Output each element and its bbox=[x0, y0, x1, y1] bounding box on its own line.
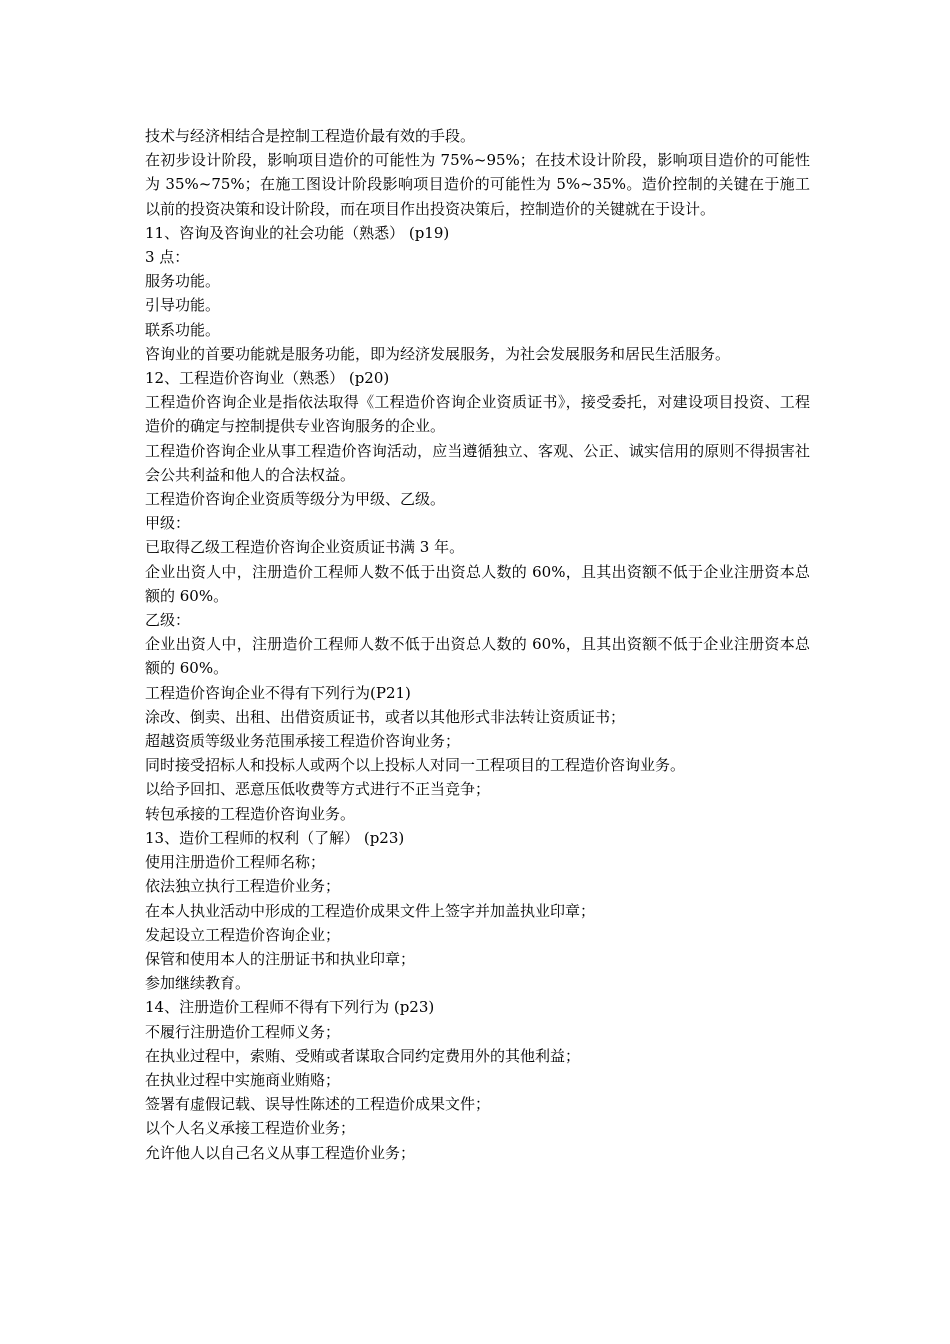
list-item: 超越资质等级业务范围承接工程造价咨询业务； bbox=[145, 732, 461, 751]
list-item: 转包承接的工程造价咨询业务。 bbox=[145, 804, 356, 823]
list-item: 已取得乙级工程造价咨询企业资质证书满 3 年。 bbox=[145, 538, 465, 557]
paragraph: 工程造价咨询企业是指依法取得《工程造价咨询企业资质证书》，接受委托，对建设项目投资、工程造价的确定与控制提供专业咨询服务的企业。 bbox=[145, 393, 810, 436]
paragraph: 咨询业的首要功能就是服务功能，即为经济发展服务，为社会发展服务和居民生活服务。 bbox=[145, 344, 731, 363]
list-item: 保管和使用本人的注册证书和执业印章； bbox=[145, 949, 416, 968]
list-item: 在执业过程中实施商业贿赂； bbox=[145, 1070, 341, 1089]
list-item: 涂改、倒卖、出租、出借资质证书，或者以其他形式非法转让资质证书； bbox=[145, 707, 626, 726]
list-item: 服务功能。 bbox=[145, 272, 221, 291]
document-body bbox=[145, 124, 810, 1165]
list-item: 联系功能。 bbox=[145, 320, 221, 339]
subheading-grade-a: 甲级： bbox=[145, 514, 191, 533]
list-item: 同时接受招标人和投标人或两个以上投标人对同一工程项目的工程造价咨询业务。 bbox=[145, 756, 686, 775]
paragraph: 工程造价咨询企业从事工程造价咨询活动，应当遵循独立、客观、公正、诚实信用的原则不得损害社会公共利益和他人的合法权益。 bbox=[145, 441, 810, 484]
list-item: 引导功能。 bbox=[145, 296, 221, 315]
list-item: 在执业过程中，索贿、受贿或者谋取合同约定费用外的其他利益； bbox=[145, 1046, 581, 1065]
section-heading-13: 13、造价工程师的权利（了解） (p23) bbox=[145, 828, 405, 847]
list-item: 签署有虚假记载、误导性陈述的工程造价成果文件； bbox=[145, 1095, 491, 1114]
list-item: 企业出资人中，注册造价工程师人数不低于出资总人数的 60%，且其出资额不低于企业注册资本总额的 60%。 bbox=[145, 635, 810, 678]
paragraph: 工程造价咨询企业资质等级分为甲级、乙级。 bbox=[145, 490, 446, 509]
section-heading-14: 14、注册造价工程师不得有下列行为 (p23) bbox=[145, 998, 435, 1017]
section-heading-11: 11、咨询及咨询业的社会功能（熟悉） (p19) bbox=[145, 223, 450, 242]
list-item: 允许他人以自己名义从事工程造价业务； bbox=[145, 1143, 416, 1162]
list-item: 依法独立执行工程造价业务； bbox=[145, 877, 341, 896]
list-item: 企业出资人中，注册造价工程师人数不低于出资总人数的 60%，且其出资额不低于企业注册资本总额的 60%。 bbox=[145, 562, 810, 605]
paragraph: 3 点： bbox=[145, 248, 190, 267]
list-item: 以个人名义承接工程造价业务； bbox=[145, 1119, 356, 1138]
list-item: 不履行注册造价工程师义务； bbox=[145, 1022, 341, 1041]
paragraph: 在初步设计阶段，影响项目造价的可能性为 75%~95%；在技术设计阶段，影响项目造价的可能性为 35%~75%；在施工图设计阶段影响项目造价的可能性为 5%~35%。造价控制的关键在于施工以前的投资决策和设计阶段，而在项目作出投资决策后，控制造价的关键就在于设计。 bbox=[145, 151, 810, 218]
list-item: 使用注册造价工程师名称； bbox=[145, 853, 326, 872]
subheading-grade-b: 乙级： bbox=[145, 611, 191, 630]
list-item: 参加继续教育。 bbox=[145, 974, 251, 993]
paragraph: 工程造价咨询企业不得有下列行为(P21) bbox=[145, 683, 411, 702]
list-item: 发起设立工程造价咨询企业； bbox=[145, 925, 341, 944]
list-item: 在本人执业活动中形成的工程造价成果文件上签字并加盖执业印章； bbox=[145, 901, 596, 920]
list-item: 以给予回扣、恶意压低收费等方式进行不正当竞争； bbox=[145, 780, 491, 799]
paragraph: 技术与经济相结合是控制工程造价最有效的手段。 bbox=[145, 127, 476, 145]
section-heading-12: 12、工程造价咨询业（熟悉） (p20) bbox=[145, 369, 390, 388]
